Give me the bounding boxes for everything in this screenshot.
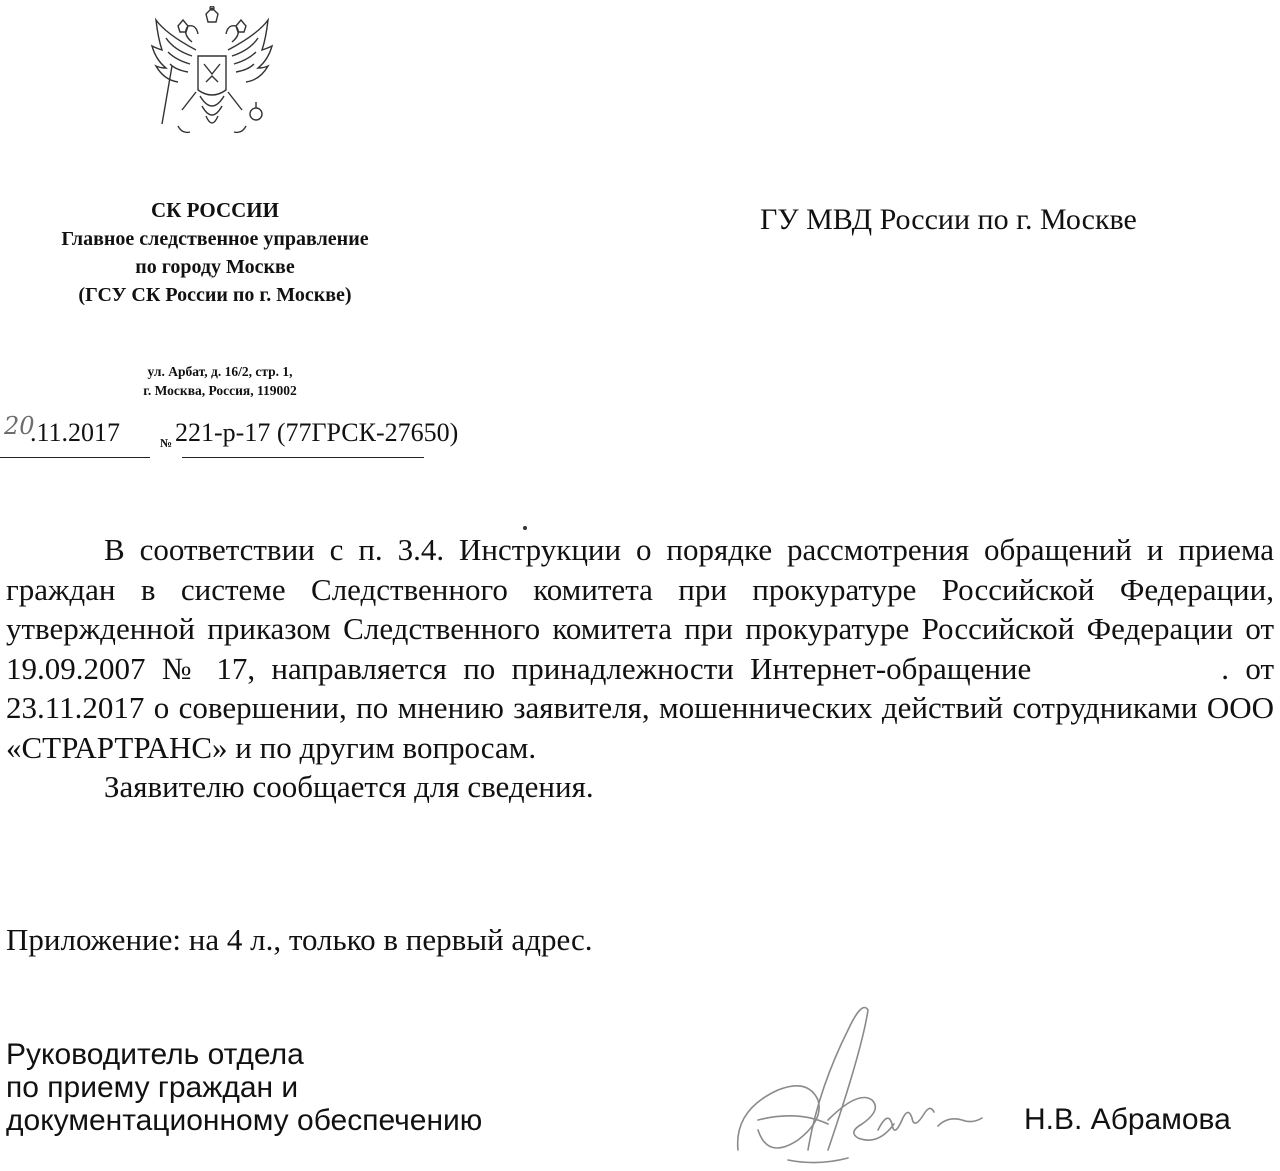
recipient: ГУ МВД России по г. Москве [760,203,1137,236]
sender-org-short: СК РОССИИ [151,198,279,222]
body-text-part2: . от 23.11.2017 о совершении, по мнению заявителя, мошеннических действий сотрудниками ООО «СТРАРТРАНС» и по другим вопросам. [6,650,1274,765]
sender-org-line: (ГСУ СК России по г. Москве) [78,284,352,306]
registration-date-handwritten: 20 [4,412,35,440]
sender-org-line: Главное следственное управление [61,228,369,250]
number-sign: № [160,436,173,450]
registration-date: .11.2017 [30,418,121,447]
date-underline [0,457,150,458]
body-text-part1: В соответствии с п. 3.4. Инструкции о порядке рассмотрения обращений и приема граждан в системе Следственного комитета при прокуратуре Российской Федерации, утвержденной приказом Следственного комитета при прокуратуре Российской Федерации от 19.09.2007 № 17, направляется по принадлежности Интернет-обращение [6,532,1274,686]
sender-org-line: по городу Москве [135,256,295,278]
number-underline [182,457,424,458]
address-line: ул. Арбат, д. 16/2, стр. 1, [147,364,293,379]
registration-number: 221-р-17 (77ГРСК-27650) [175,418,459,447]
handwritten-signature [728,1000,988,1170]
letter-body [6,530,1274,807]
notify-paragraph: Заявителю сообщается для сведения. [104,769,594,804]
coat-of-arms-emblem [148,6,276,146]
signer-name: Н.В. Абрамова [1024,1103,1231,1136]
signer-title [6,1038,482,1137]
body-paragraph [6,530,1274,767]
signer-title-line: по приему граждан и [6,1071,299,1104]
sender-address [60,362,380,400]
sender-block [0,195,430,309]
address-line: г. Москва, Россия, 119002 [143,383,297,398]
signer-title-line: Руководитель отдела [6,1038,304,1071]
signer-title-line: документационному обеспечению [6,1104,483,1137]
attachment-note: Приложение: на 4 л., только в первый адрес. [6,922,593,957]
